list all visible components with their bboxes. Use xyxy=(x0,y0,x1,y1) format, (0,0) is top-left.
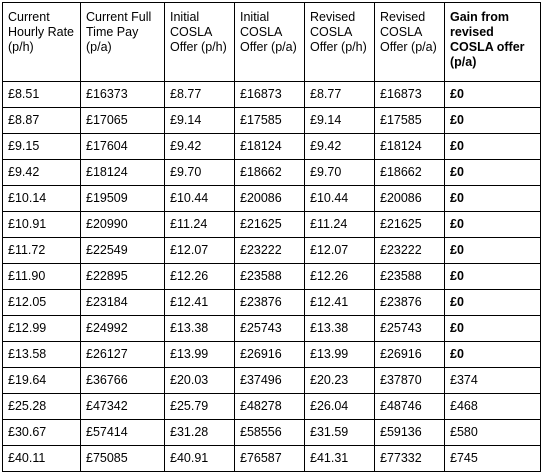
table-row xyxy=(3,264,541,290)
initial-offer-hourly-cell: £20.03 xyxy=(165,368,235,394)
table-row xyxy=(3,420,541,446)
revised-offer-annual-cell: £37870 xyxy=(375,368,445,394)
gain-cell: £0 xyxy=(445,108,541,134)
initial-offer-hourly-cell: £8.77 xyxy=(165,82,235,108)
table-row xyxy=(3,342,541,368)
revised-offer-annual-cell: £23876 xyxy=(375,290,445,316)
current-full-time-pay-cell: £75085 xyxy=(81,446,165,472)
gain-cell: £0 xyxy=(445,82,541,108)
initial-offer-hourly-cell: £13.99 xyxy=(165,342,235,368)
current-hourly-rate-cell: £11.72 xyxy=(3,238,81,264)
current-hourly-rate-cell: £9.15 xyxy=(3,134,81,160)
revised-offer-hourly-cell: £20.23 xyxy=(305,368,375,394)
current-hourly-rate-cell: £12.99 xyxy=(3,316,81,342)
initial-offer-annual-cell: £18662 xyxy=(235,160,305,186)
initial-offer-annual-cell: £17585 xyxy=(235,108,305,134)
initial-offer-hourly-cell: £31.28 xyxy=(165,420,235,446)
current-full-time-pay-header: Current Full Time Pay (p/a) xyxy=(81,3,165,82)
initial-offer-annual-cell: £26916 xyxy=(235,342,305,368)
initial-offer-hourly-cell: £12.07 xyxy=(165,238,235,264)
initial-offer-annual-cell: £37496 xyxy=(235,368,305,394)
header-row xyxy=(3,3,541,82)
revised-offer-annual-cell: £25743 xyxy=(375,316,445,342)
revised-offer-hourly-cell: £8.77 xyxy=(305,82,375,108)
initial-offer-annual-cell: £23876 xyxy=(235,290,305,316)
initial-offer-annual-cell: £16873 xyxy=(235,82,305,108)
revised-offer-annual-cell: £48746 xyxy=(375,394,445,420)
table-row xyxy=(3,394,541,420)
gain-cell: £0 xyxy=(445,134,541,160)
revised-offer-hourly-cell: £26.04 xyxy=(305,394,375,420)
current-full-time-pay-cell: £57414 xyxy=(81,420,165,446)
initial-offer-annual-cell: £23588 xyxy=(235,264,305,290)
current-hourly-rate-cell: £8.51 xyxy=(3,82,81,108)
gain-cell: £374 xyxy=(445,368,541,394)
gain-cell: £0 xyxy=(445,342,541,368)
revised-offer-annual-cell: £17585 xyxy=(375,108,445,134)
current-full-time-pay-cell: £47342 xyxy=(81,394,165,420)
initial-offer-hourly-cell: £9.14 xyxy=(165,108,235,134)
current-hourly-rate-cell: £40.11 xyxy=(3,446,81,472)
revised-offer-hourly-cell: £11.24 xyxy=(305,212,375,238)
current-hourly-rate-cell: £10.14 xyxy=(3,186,81,212)
gain-cell: £0 xyxy=(445,160,541,186)
revised-offer-hourly-cell: £9.70 xyxy=(305,160,375,186)
revised-offer-hourly-cell: £9.14 xyxy=(305,108,375,134)
revised-offer-hourly-cell: £10.44 xyxy=(305,186,375,212)
initial-offer-hourly-cell: £11.24 xyxy=(165,212,235,238)
gain-header: Gain from revised COSLA offer (p/a) xyxy=(445,3,541,82)
gain-cell: £580 xyxy=(445,420,541,446)
current-full-time-pay-cell: £16373 xyxy=(81,82,165,108)
initial-offer-hourly-cell: £13.38 xyxy=(165,316,235,342)
initial-offer-annual-cell: £21625 xyxy=(235,212,305,238)
initial-offer-hourly-cell: £10.44 xyxy=(165,186,235,212)
current-hourly-rate-cell: £11.90 xyxy=(3,264,81,290)
table-row xyxy=(3,238,541,264)
pay-offer-table xyxy=(2,2,541,472)
table-row xyxy=(3,108,541,134)
initial-offer-hourly-cell: £12.41 xyxy=(165,290,235,316)
current-full-time-pay-cell: £20990 xyxy=(81,212,165,238)
revised-offer-hourly-cell: £12.41 xyxy=(305,290,375,316)
table-body xyxy=(3,82,541,472)
initial-offer-hourly-cell: £25.79 xyxy=(165,394,235,420)
current-hourly-rate-cell: £12.05 xyxy=(3,290,81,316)
revised-offer-annual-cell: £59136 xyxy=(375,420,445,446)
gain-cell: £468 xyxy=(445,394,541,420)
revised-offer-annual-cell: £23222 xyxy=(375,238,445,264)
revised-offer-annual-cell: £18662 xyxy=(375,160,445,186)
initial-offer-hourly-cell: £12.26 xyxy=(165,264,235,290)
table-header xyxy=(3,3,541,82)
initial-offer-hourly-cell: £9.70 xyxy=(165,160,235,186)
initial-offer-annual-cell: £25743 xyxy=(235,316,305,342)
revised-offer-hourly-cell: £9.42 xyxy=(305,134,375,160)
revised-offer-annual-cell: £21625 xyxy=(375,212,445,238)
current-hourly-rate-cell: £30.67 xyxy=(3,420,81,446)
revised-offer-hourly-cell: £13.38 xyxy=(305,316,375,342)
initial-offer-annual-cell: £20086 xyxy=(235,186,305,212)
current-hourly-rate-cell: £19.64 xyxy=(3,368,81,394)
table-row xyxy=(3,212,541,238)
current-full-time-pay-cell: £17065 xyxy=(81,108,165,134)
initial-offer-annual-cell: £18124 xyxy=(235,134,305,160)
initial-offer-hourly-cell: £9.42 xyxy=(165,134,235,160)
current-full-time-pay-cell: £22549 xyxy=(81,238,165,264)
initial-offer-annual-cell: £48278 xyxy=(235,394,305,420)
table-row xyxy=(3,186,541,212)
revised-offer-hourly-cell: £41.31 xyxy=(305,446,375,472)
revised-offer-annual-header: Revised COSLA Offer (p/a) xyxy=(375,3,445,82)
revised-offer-annual-cell: £18124 xyxy=(375,134,445,160)
current-full-time-pay-cell: £18124 xyxy=(81,160,165,186)
current-full-time-pay-cell: £22895 xyxy=(81,264,165,290)
initial-offer-annual-cell: £76587 xyxy=(235,446,305,472)
initial-offer-hourly-header: Initial COSLA Offer (p/h) xyxy=(165,3,235,82)
current-hourly-rate-cell: £13.58 xyxy=(3,342,81,368)
current-hourly-rate-cell: £8.87 xyxy=(3,108,81,134)
revised-offer-hourly-cell: £12.07 xyxy=(305,238,375,264)
revised-offer-annual-cell: £23588 xyxy=(375,264,445,290)
current-hourly-rate-header: Current Hourly Rate (p/h) xyxy=(3,3,81,82)
gain-cell: £0 xyxy=(445,186,541,212)
current-full-time-pay-cell: £24992 xyxy=(81,316,165,342)
gain-cell: £0 xyxy=(445,316,541,342)
revised-offer-hourly-header: Revised COSLA Offer (p/h) xyxy=(305,3,375,82)
initial-offer-annual-cell: £58556 xyxy=(235,420,305,446)
gain-cell: £0 xyxy=(445,264,541,290)
gain-cell: £0 xyxy=(445,238,541,264)
gain-cell: £745 xyxy=(445,446,541,472)
initial-offer-annual-header: Initial COSLA Offer (p/a) xyxy=(235,3,305,82)
initial-offer-annual-cell: £23222 xyxy=(235,238,305,264)
gain-cell: £0 xyxy=(445,212,541,238)
current-hourly-rate-cell: £25.28 xyxy=(3,394,81,420)
table-row xyxy=(3,316,541,342)
table-row xyxy=(3,290,541,316)
current-hourly-rate-cell: £10.91 xyxy=(3,212,81,238)
revised-offer-hourly-cell: £31.59 xyxy=(305,420,375,446)
table-row xyxy=(3,82,541,108)
revised-offer-annual-cell: £16873 xyxy=(375,82,445,108)
current-full-time-pay-cell: £36766 xyxy=(81,368,165,394)
current-full-time-pay-cell: £17604 xyxy=(81,134,165,160)
revised-offer-hourly-cell: £12.26 xyxy=(305,264,375,290)
table-row xyxy=(3,134,541,160)
current-full-time-pay-cell: £23184 xyxy=(81,290,165,316)
revised-offer-annual-cell: £26916 xyxy=(375,342,445,368)
revised-offer-annual-cell: £20086 xyxy=(375,186,445,212)
initial-offer-hourly-cell: £40.91 xyxy=(165,446,235,472)
current-full-time-pay-cell: £19509 xyxy=(81,186,165,212)
gain-cell: £0 xyxy=(445,290,541,316)
current-full-time-pay-cell: £26127 xyxy=(81,342,165,368)
revised-offer-hourly-cell: £13.99 xyxy=(305,342,375,368)
revised-offer-annual-cell: £77332 xyxy=(375,446,445,472)
current-hourly-rate-cell: £9.42 xyxy=(3,160,81,186)
table-row xyxy=(3,368,541,394)
table-row xyxy=(3,446,541,472)
table-row xyxy=(3,160,541,186)
